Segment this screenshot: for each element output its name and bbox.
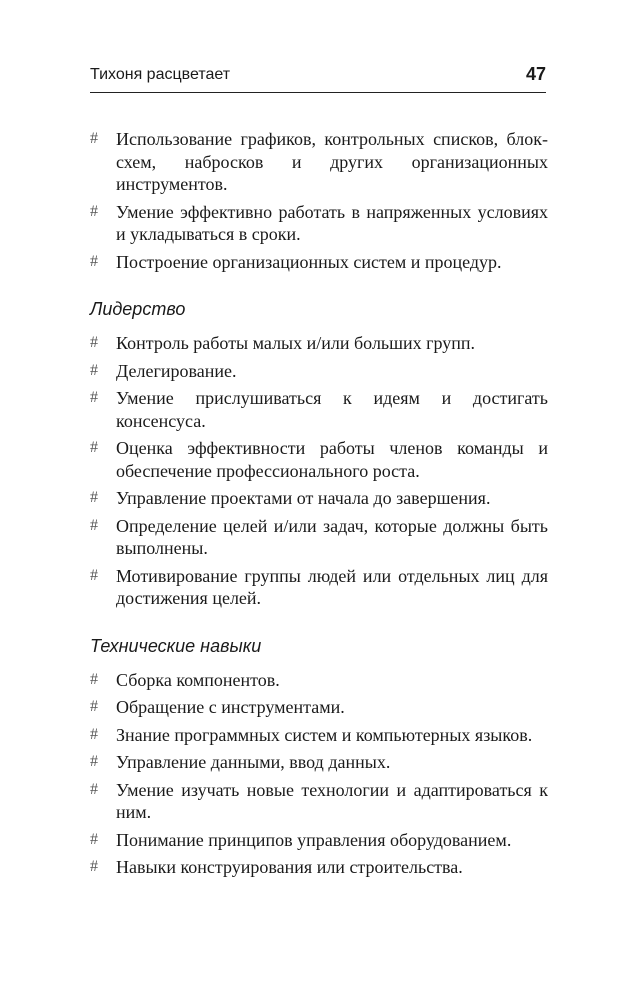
list-item: [90, 829, 548, 852]
page-number: 47: [525, 64, 546, 84]
bullet-marker: #: [90, 753, 98, 770]
bullet-marker: #: [90, 725, 98, 743]
leadership-list: [90, 332, 548, 610]
bullet-marker: #: [90, 670, 98, 688]
bullet-marker: #: [90, 439, 98, 456]
list-item: [90, 751, 548, 774]
bullet-marker: #: [90, 489, 98, 506]
list-item-text: Умение эффективно работать в напряженных условиях и укладываться в сроки.: [116, 201, 548, 244]
list-item-text: Обращение с инструментами.: [116, 697, 345, 717]
bullet-marker: #: [90, 858, 98, 875]
list-item: [90, 437, 548, 482]
bullet-marker: #: [90, 830, 98, 848]
bullet-marker: #: [90, 389, 98, 406]
bullet-marker: #: [90, 516, 98, 534]
bullet-marker: #: [90, 252, 98, 270]
bullet-marker: #: [90, 566, 98, 584]
bullet-marker: #: [90, 130, 98, 147]
list-item-text: Навыки конструирования или строительства.: [116, 857, 463, 877]
list-item: [90, 724, 548, 747]
list-item-text: Определение целей и/или задач, которые должны быть выполнены.: [116, 515, 548, 558]
bullet-marker: #: [90, 780, 98, 798]
list-item-text: Умение изучать новые технологии и адаптироваться к ним.: [116, 779, 548, 822]
section-title-technical: Технические навыки: [90, 635, 262, 656]
intro-list: [90, 128, 548, 273]
list-item: [90, 201, 548, 246]
list-item: [90, 565, 548, 610]
list-item: [90, 487, 548, 510]
list-item: [90, 696, 548, 719]
technical-list: [90, 669, 548, 879]
list-item: [90, 332, 548, 355]
running-title: Тихоня расцветает: [90, 66, 231, 83]
list-item: [90, 669, 548, 692]
list-item-text: Управление проектами от начала до завершения.: [116, 488, 491, 508]
bullet-marker: #: [90, 698, 98, 715]
list-item-text: Умение прислушиваться к идеям и достигать консенсуса.: [116, 388, 548, 431]
list-item-text: Контроль работы малых и/или больших групп.: [116, 333, 476, 353]
list-item-text: Управление данными, ввод данных.: [116, 752, 391, 772]
list-item-text: Построение организационных систем и процедур.: [116, 251, 502, 272]
page-content: [90, 128, 548, 884]
list-item-text: Понимание принципов управления оборудованием.: [116, 829, 512, 850]
section-title-leadership: Лидерство: [90, 299, 186, 319]
list-item: [90, 779, 548, 824]
list-item: [90, 251, 548, 274]
list-item: [90, 128, 548, 196]
list-item-text: Сборка компонентов.: [116, 669, 280, 690]
page-header: [90, 62, 546, 93]
list-item-text: Знание программных систем и компьютерных языков.: [116, 724, 533, 745]
list-item: [90, 856, 548, 879]
list-item-text: Использование графиков, контрольных списков, блок-схем, набросков и других организационных инструментов.: [116, 129, 548, 194]
list-item: [90, 515, 548, 560]
list-item: [90, 387, 548, 432]
list-item-text: Мотивирование группы людей или отдельных лиц для достижения целей.: [116, 565, 548, 608]
list-item: [90, 360, 548, 383]
list-item-text: Оценка эффективности работы членов команды и обеспечение профессионального роста.: [116, 438, 548, 481]
list-item-text: Делегирование.: [116, 360, 237, 381]
bullet-marker: #: [90, 202, 98, 220]
bullet-marker: #: [90, 334, 98, 351]
bullet-marker: #: [90, 361, 98, 379]
